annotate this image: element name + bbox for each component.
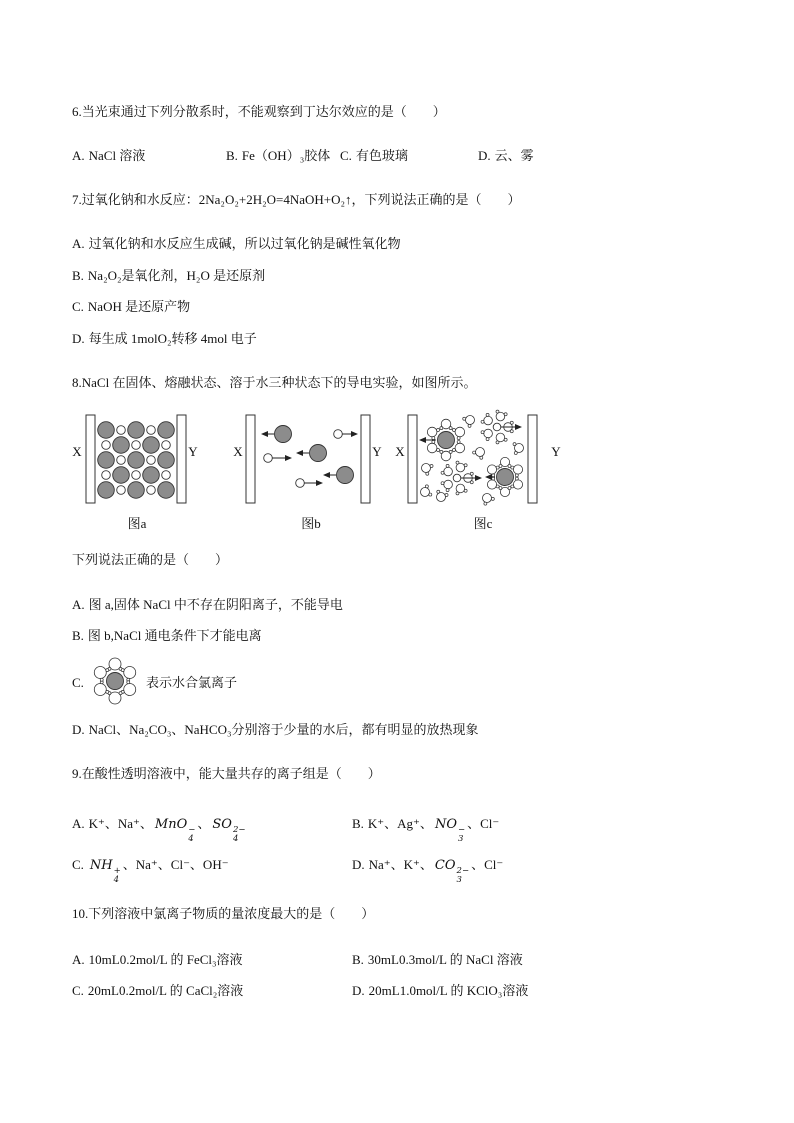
hydrogen-atom: [470, 481, 473, 484]
option-text: 30mL0.3mol/L 的 NaCl 溶液: [367, 952, 523, 967]
water-molecule: [481, 413, 492, 424]
ion-base: NO: [434, 817, 457, 832]
hydrogen-atom: [514, 451, 517, 454]
sodium-ion: [147, 456, 156, 465]
water-molecule: [499, 457, 511, 467]
sodium-ion: [102, 441, 111, 450]
chloride-ion: [128, 482, 145, 499]
option-label: D.: [72, 722, 85, 737]
option-text: 云、雾: [494, 148, 534, 163]
chloride-ion: [107, 673, 124, 690]
hydrogen-atom: [496, 410, 499, 413]
water-molecule: [513, 443, 523, 455]
hydrogen-atom: [456, 492, 459, 495]
hydrogen-atom: [515, 474, 518, 477]
hydrogen-atom: [457, 440, 460, 443]
q10-option-a: [72, 952, 243, 968]
sodium-ion: [117, 426, 126, 435]
hydrogen-atom: [452, 448, 455, 451]
option-text: 10mL0.2mol/L 的 FeCl₃溶液: [88, 952, 243, 967]
figure-panel-a: [72, 415, 198, 531]
nacl-conductivity-figure: [0, 405, 794, 535]
option-label: D.: [352, 983, 365, 998]
q10-title: 10.下列溶液中氯离子物质的量浓度最大的是（ ）: [72, 906, 375, 921]
q6-option-c: [340, 148, 408, 164]
option-text: 20mL1.0mol/L 的 KClO₃溶液: [368, 983, 529, 998]
sodium-ion: [117, 456, 126, 465]
option-label: A.: [72, 597, 85, 612]
oxygen-atom: [427, 427, 437, 437]
sodium-ion: [334, 430, 343, 439]
water-molecule: [437, 490, 449, 501]
q9-title: 9.在酸性透明溶液中，能大量共存的离子组是（ ）: [72, 766, 381, 781]
option-label: A.: [72, 236, 85, 251]
electrode-plate-left: [408, 415, 417, 503]
oxygen-atom: [483, 494, 492, 503]
electrode-plate-right: [177, 415, 186, 503]
option-label: D.: [352, 857, 365, 872]
ion-subscript: 3: [456, 875, 462, 885]
chloride-ion: [128, 422, 145, 439]
figure-caption-c: 图c: [473, 516, 493, 531]
oxygen-atom: [94, 667, 106, 679]
hydrogen-atom: [511, 466, 514, 469]
hydrogen-atom: [437, 490, 440, 493]
q7-option-d: [72, 331, 257, 347]
sodium-ion: [493, 423, 501, 431]
water-molecule: [473, 448, 485, 460]
sodium-ion: [132, 441, 141, 450]
ion-subscript: 4: [113, 875, 120, 885]
oxygen-atom: [421, 488, 430, 497]
oxygen-atom: [496, 433, 505, 442]
q7-title: 7.过氧化钠和水反应：2Na₂O₂+2H₂O=4NaOH+O₂↑，下列说法正确的是（ ）: [72, 192, 521, 207]
ion-subscript: 3: [457, 834, 464, 844]
q6-title: 6.当光束通过下列分散系时，不能观察到丁达尔效应的是（ ）: [72, 104, 446, 119]
option-text: Fe（OH）₃胶体: [241, 148, 331, 163]
oxygen-atom: [455, 443, 465, 453]
option-label: A.: [72, 816, 85, 831]
nitrate-ion: [435, 817, 465, 844]
chloride-ion: [310, 445, 327, 462]
hydrogen-atom: [510, 421, 513, 424]
water-molecule: [108, 658, 122, 670]
separator: 、: [197, 816, 211, 831]
option-label: B.: [352, 816, 364, 831]
chloride-ion: [158, 452, 175, 469]
water-molecule: [440, 419, 452, 429]
chloride-ion: [113, 467, 130, 484]
chloride-ion: [158, 482, 175, 499]
option-label: A.: [72, 952, 85, 967]
oxygen-atom: [124, 684, 136, 696]
water-molecule: [456, 461, 467, 472]
sodium-ion: [162, 441, 171, 450]
hydrogen-atom: [127, 681, 130, 684]
hydrogen-atom: [496, 485, 499, 488]
figure-caption-b: 图b: [301, 516, 321, 531]
hydrogen-atom: [437, 448, 440, 451]
q10-option-d: [352, 983, 528, 999]
hydrogen-atom: [496, 441, 499, 444]
water-molecule: [440, 450, 452, 460]
sodium-ion: [453, 474, 461, 482]
permanganate-ion: [155, 817, 195, 844]
oxygen-atom: [455, 427, 465, 437]
ion-text: 、Na⁺、Cl⁻、OH⁻: [122, 857, 229, 872]
ion-subscript: 4: [232, 834, 239, 844]
water-molecule: [481, 429, 492, 440]
hydrated-ions: [420, 410, 524, 505]
hydrogen-atom: [106, 669, 109, 672]
chloride-ion: [438, 432, 455, 449]
chloride-ion: [158, 422, 175, 439]
option-text: NaCl 溶液: [88, 148, 146, 163]
electrode-label-x: X: [72, 444, 82, 459]
q8-title: 8.NaCl 在固体、熔融状态、溶于水三种状态下的导电实验，如图所示。: [72, 375, 477, 390]
q6-option-b: [226, 148, 330, 164]
oxygen-atom: [94, 684, 106, 696]
chloride-ion: [128, 452, 145, 469]
chloride-ion: [143, 467, 160, 484]
hydrogen-atom: [429, 493, 432, 496]
water-molecule: [422, 464, 434, 476]
option-text: Na₂O₂是氧化剂，H₂O 是还原剂: [87, 268, 266, 283]
oxygen-atom: [496, 412, 505, 421]
ion-base: NH: [89, 858, 113, 873]
ion-charge: 2−: [232, 825, 246, 835]
hydrogen-atom: [449, 450, 452, 453]
oxygen-atom: [484, 429, 493, 438]
oxygen-atom: [444, 480, 453, 489]
ion-charge: +: [113, 866, 121, 876]
ammonium-ion: [90, 858, 121, 885]
hydrogen-atom: [508, 487, 511, 490]
hydrogen-atom: [119, 692, 122, 695]
hydrogen-atom: [468, 424, 471, 427]
sodium-ion: [147, 486, 156, 495]
chloride-ion: [497, 469, 514, 486]
option-label: C.: [72, 299, 84, 314]
option-text: 图 a,固体 NaCl 中不存在阴阳离子，不能导电: [88, 597, 343, 612]
oxygen-atom: [513, 480, 522, 489]
ion-base: CO: [434, 858, 456, 873]
chloride-ion: [98, 422, 115, 439]
hydrogen-atom: [430, 464, 433, 467]
option-label: D.: [478, 148, 491, 163]
hydrogen-atom: [464, 464, 467, 467]
option-text: 图 b,NaCl 通电条件下才能电离: [87, 628, 262, 643]
sodium-ion: [102, 471, 111, 480]
option-label: C.: [72, 857, 84, 872]
electrode-label-y: Y: [551, 444, 561, 459]
q9-option-c: [72, 857, 229, 885]
hydrogen-atom: [470, 472, 473, 475]
option-text: 每生成 1molO₂转移 4mol 电子: [88, 331, 257, 346]
water-molecule: [421, 485, 432, 497]
option-label: C.: [340, 148, 352, 163]
water-molecule: [108, 692, 122, 704]
oxygen-atom: [466, 416, 475, 425]
sodium-ion: [264, 454, 273, 463]
option-label: B.: [72, 628, 84, 643]
carbonate-ion: [435, 858, 469, 885]
water-molecule: [483, 494, 495, 506]
hydrogen-atom: [515, 477, 518, 480]
oxygen-atom: [437, 493, 446, 502]
hydrogen-atom: [425, 485, 428, 488]
chloride-ion: [113, 437, 130, 454]
hydrogen-atom: [432, 437, 435, 440]
water-molecule: [496, 410, 507, 421]
ion-lattice: [98, 422, 175, 499]
ion-text: 、Cl⁻: [467, 816, 500, 831]
hydrogen-atom: [491, 497, 494, 500]
water-molecule: [441, 464, 452, 475]
hydrogen-atom: [449, 427, 452, 430]
electrode-plate-right: [528, 415, 537, 503]
q7-option-b: [72, 268, 265, 284]
option-text: NaOH 是还原产物: [87, 299, 191, 314]
chloride-ion: [275, 426, 292, 443]
hydrogen-atom: [457, 437, 460, 440]
q9-option-a: [72, 816, 248, 844]
hydrogen-atom: [492, 474, 495, 477]
hydrogen-atom: [513, 443, 516, 446]
chloride-ion: [98, 482, 115, 499]
electrode-label-x: X: [395, 444, 405, 459]
hydrogen-atom: [486, 438, 489, 441]
figure-panel-b: [233, 415, 382, 531]
hydrogen-atom: [445, 493, 448, 496]
q8-option-d: [72, 722, 479, 738]
q7-option-c: [72, 299, 190, 315]
sodium-ion: [147, 426, 156, 435]
oxygen-atom: [124, 667, 136, 679]
hydrogen-atom: [426, 472, 429, 475]
sodium-ion: [117, 486, 126, 495]
option-label: A.: [72, 148, 85, 163]
ion-charge: 2−: [456, 866, 470, 876]
hydrogen-atom: [481, 431, 484, 434]
electrode-plate-left: [246, 415, 255, 503]
electrode-label-y: Y: [372, 444, 382, 459]
oxygen-atom: [484, 416, 493, 425]
hydrogen-atom: [446, 464, 449, 467]
q8-question: 下列说法正确的是（ ）: [72, 552, 229, 567]
hydrogen-atom: [481, 420, 484, 423]
water-molecule: [441, 480, 452, 491]
figure-caption-a: 图a: [127, 516, 147, 531]
sodium-ion: [132, 471, 141, 480]
q9-option-b: [352, 816, 499, 844]
ion-text: K⁺、Na⁺、: [88, 816, 153, 831]
chloride-ion: [98, 452, 115, 469]
electrode-label-x: X: [233, 444, 243, 459]
oxygen-atom: [422, 464, 431, 473]
hydrogen-atom: [496, 466, 499, 469]
q7-option-a: [72, 236, 401, 252]
option-label: B.: [72, 268, 84, 283]
water-molecule: [496, 433, 507, 444]
oxygen-atom: [476, 448, 485, 457]
option-text: 有色玻璃: [355, 148, 408, 163]
hydrogen-atom: [480, 456, 483, 459]
figure-panel-c: [395, 410, 561, 531]
option-text: 20mL0.2mol/L 的 CaCl₂溶液: [87, 983, 244, 998]
option-text: 过氧化钠和水反应生成碱，所以过氧化钠是碱性氧化物: [88, 236, 401, 251]
oxygen-atom: [513, 465, 522, 474]
hydrogen-atom: [463, 417, 466, 420]
hydrogen-atom: [473, 451, 476, 454]
hydrogen-atom: [432, 440, 435, 443]
hydrogen-atom: [106, 690, 109, 693]
ion-charge: −: [188, 825, 196, 835]
electrode-plate-right: [361, 415, 370, 503]
q8-option-a: [72, 597, 343, 613]
oxygen-atom: [444, 467, 453, 476]
q10-option-b: [352, 952, 523, 968]
sodium-ion: [296, 479, 305, 488]
chloride-ion: [337, 467, 354, 484]
oxygen-atom: [456, 484, 465, 493]
ion-subscript: 4: [188, 834, 194, 844]
option-label: B.: [352, 952, 364, 967]
oxygen-atom: [487, 480, 496, 489]
hydrogen-atom: [486, 413, 489, 416]
hydrogen-atom: [440, 427, 443, 430]
option-label: C.: [72, 983, 84, 998]
water-molecule: [499, 487, 511, 497]
sulfate-ion: [212, 817, 245, 844]
ion-base: MnO: [154, 817, 188, 832]
hydrogen-atom: [437, 429, 440, 432]
option-label: D.: [72, 331, 85, 346]
option-text: NaCl、Na₂CO₃、NaHCO₃分别溶于少量的水后，都有明显的放热现象: [88, 722, 479, 737]
hydrogen-atom: [121, 669, 124, 672]
hydrogen-atom: [441, 471, 444, 474]
hydrated-chloride-ion: [94, 658, 135, 704]
water-molecule: [456, 484, 467, 495]
hydrogen-atom: [464, 489, 467, 492]
hydrogen-atom: [440, 450, 443, 453]
hydrogen-atom: [456, 461, 459, 464]
hydrogen-atom: [492, 477, 495, 480]
water-molecule: [463, 416, 475, 428]
sodium-ion: [162, 471, 171, 480]
hydrogen-atom: [504, 438, 507, 441]
ion-base: SO: [212, 817, 232, 832]
hydrogen-atom: [484, 502, 487, 505]
ion-text: K⁺、Ag⁺、: [367, 816, 433, 831]
hydrogen-atom: [452, 429, 455, 432]
q8-option-c-label: C.: [72, 675, 84, 690]
q8-option-c-text: 表示水合氯离子: [146, 675, 238, 690]
ion-text: 、Cl⁻: [471, 857, 504, 872]
hydrogen-atom: [441, 482, 444, 485]
option-label: B.: [226, 148, 238, 163]
electrode-plate-left: [86, 415, 95, 503]
oxygen-atom: [487, 465, 496, 474]
q8-option-b: [72, 628, 262, 644]
ion-text: Na⁺、K⁺、: [368, 857, 433, 872]
oxygen-atom: [427, 443, 437, 453]
ion-charge: −: [457, 825, 466, 835]
q6-option-d: [478, 148, 534, 164]
electrode-label-y: Y: [188, 444, 198, 459]
q10-option-c: [72, 983, 243, 999]
hydrogen-atom: [446, 489, 449, 492]
oxygen-atom: [456, 463, 465, 472]
chloride-ion: [143, 437, 160, 454]
hydrated-chloride-ion-image: [86, 656, 144, 706]
hydrogen-atom: [504, 413, 507, 416]
molten-ions: [262, 426, 357, 488]
hydrogen-atom: [510, 430, 513, 433]
hydrogen-atom: [100, 678, 103, 681]
q6-option-a: [72, 148, 145, 164]
q9-option-d: [352, 857, 503, 885]
